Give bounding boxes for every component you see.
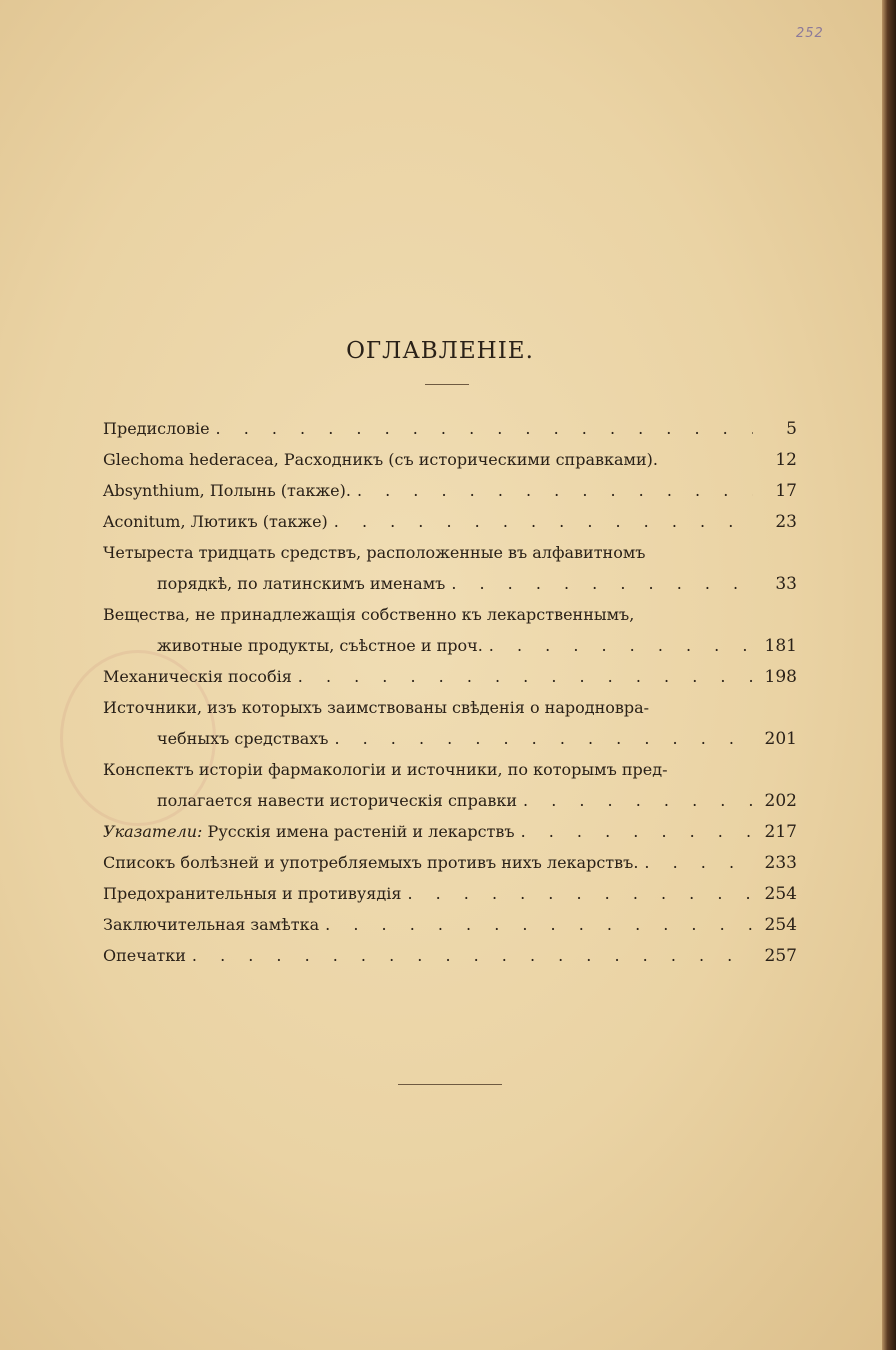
dot-leader <box>210 413 753 444</box>
toc-entry-text: Absynthium, Полынь (также). <box>103 481 351 500</box>
toc-entry-mechanical-aids[interactable] <box>103 661 797 692</box>
pencil-page-number: 252 <box>796 26 824 41</box>
toc-page-number: 254 <box>764 915 797 935</box>
toc-entry-text: животные продукты, съѣстное и проч. <box>157 636 483 655</box>
toc-page-number: 12 <box>775 450 797 470</box>
toc-entry-preface[interactable] <box>103 413 797 444</box>
toc-entry-sources[interactable] <box>103 723 797 754</box>
toc-entry-sources-line1: Источники, изъ которыхъ заимствованы свѣденія о народноврa- <box>103 698 650 717</box>
toc-page-number: 217 <box>764 822 797 842</box>
dot-leader <box>328 723 753 754</box>
toc-entry-errata[interactable] <box>103 940 797 971</box>
toc-entry-text: Aconitum, Лютикъ (также) <box>103 512 328 531</box>
bottom-rule <box>398 1084 502 1085</box>
toc-entry-text: Заключительная замѣтка <box>103 915 320 934</box>
toc-page-number: 257 <box>764 946 797 966</box>
toc-entry-absynthium[interactable] <box>103 475 797 506</box>
dot-leader <box>445 568 753 599</box>
dot-leader <box>351 475 753 506</box>
toc-page-number: 198 <box>764 667 797 687</box>
title-rule <box>425 384 469 385</box>
toc-entry-text: Предохранительныя и противуядія <box>103 884 402 903</box>
toc-page-number: 17 <box>775 481 797 501</box>
toc-entry-indexes[interactable] <box>103 816 797 847</box>
dot-leader <box>328 506 753 537</box>
toc-page-number: 5 <box>786 419 797 439</box>
toc-entry-text: Списокъ болѣзней и употребляемыхъ противъ нихъ лекарствъ. <box>103 853 639 872</box>
toc-title: ОГЛАВЛЕНІЕ. <box>346 338 534 364</box>
toc-entry-aconitum[interactable] <box>103 506 797 537</box>
toc-entry-label-text: Русскія имена растеній и лекарствъ <box>207 822 515 841</box>
toc-entry-remedies[interactable] <box>103 568 797 599</box>
toc-page-number: 23 <box>775 512 797 532</box>
toc-entry-closing-note[interactable] <box>103 909 797 940</box>
dot-leader <box>186 940 753 971</box>
dot-leader <box>517 785 753 816</box>
toc-page-number: 181 <box>764 636 797 656</box>
toc-entry-text <box>103 816 515 847</box>
toc-entry-text: Опечатки <box>103 946 186 965</box>
dot-leader <box>638 847 753 878</box>
toc-entry-text: Glechoma hederacea, Расходникъ (съ историческими справками). <box>103 450 658 469</box>
toc-entry-diseases[interactable] <box>103 847 797 878</box>
toc-entry-substances[interactable] <box>103 630 797 661</box>
toc-page-number: 201 <box>764 729 797 749</box>
toc-entry-substances-line1: Вещества, не принадлежащія собственно къ лекарственнымъ, <box>103 605 635 624</box>
toc-entry-conspectus-line1: Конспектъ исторіи фармакологіи и источники, по которымъ пред- <box>103 760 668 779</box>
toc-page-number: 202 <box>764 791 797 811</box>
toc-entry-glechoma[interactable] <box>103 444 797 475</box>
toc-entry-text: чебныхъ средствахъ <box>157 729 329 748</box>
dot-leader <box>319 909 753 940</box>
dot-leader <box>401 878 753 909</box>
toc-entry-conspectus[interactable] <box>103 785 797 816</box>
book-spine-edge <box>882 0 896 1350</box>
toc-page-number: 254 <box>764 884 797 904</box>
toc-entry-text: полагается навести историческія справки <box>157 791 518 810</box>
dot-leader <box>292 661 753 692</box>
table-of-contents <box>103 413 797 971</box>
toc-entry-label: Указатели: <box>103 822 203 841</box>
toc-page-number: 233 <box>764 853 797 873</box>
dot-leader <box>483 630 753 661</box>
toc-entry-remedies-line1: Четыреста тридцать средствъ, расположенные въ алфавитномъ <box>103 543 646 562</box>
dot-leader <box>515 816 753 847</box>
toc-entry-text: Предисловіе <box>103 419 210 438</box>
toc-entry-text: Механическія пособія <box>103 667 292 686</box>
toc-entry-text: порядкѣ, по латинскимъ именамъ <box>157 574 446 593</box>
toc-page-number: 33 <box>775 574 797 594</box>
toc-entry-antidotes[interactable] <box>103 878 797 909</box>
